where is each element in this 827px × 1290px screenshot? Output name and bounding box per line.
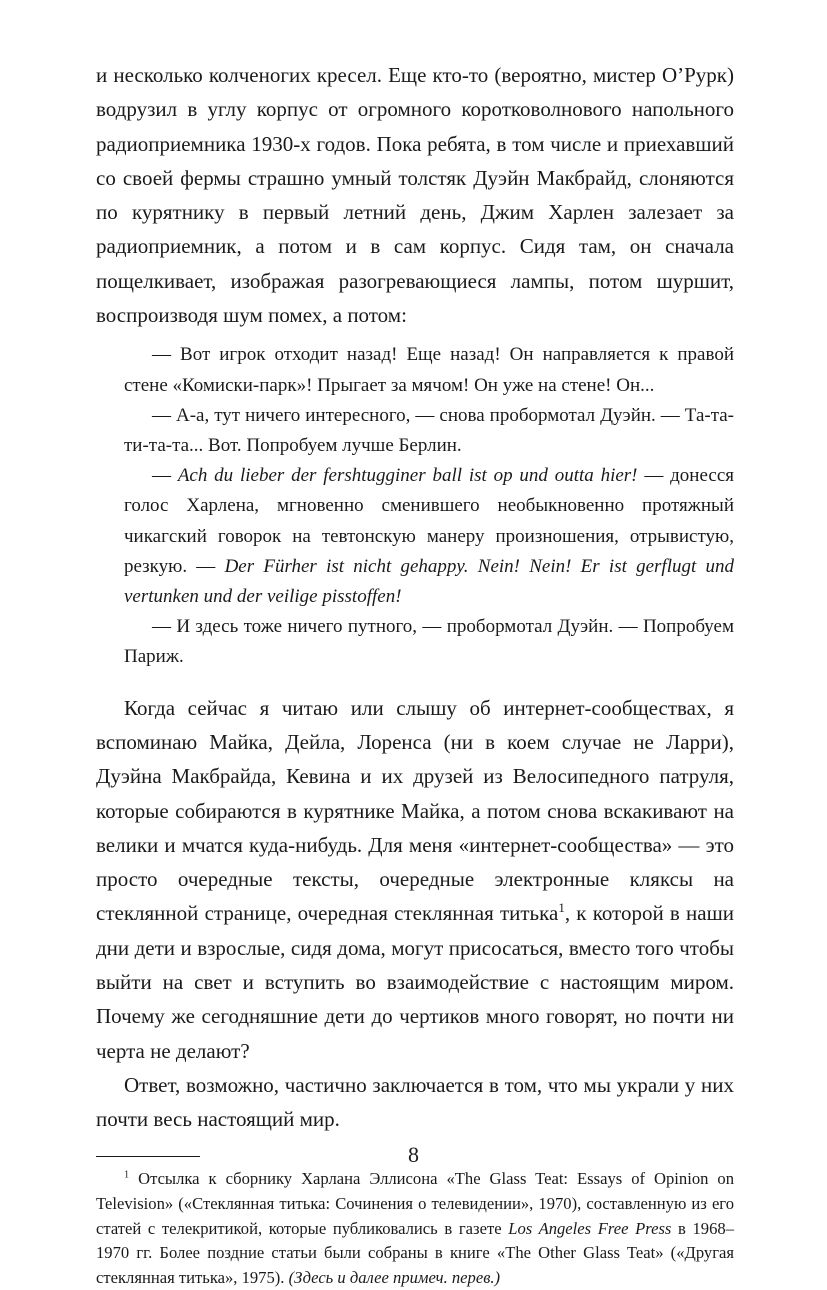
dialogue-line-1: — Вот игрок отходит назад! Еще назад! Он направляется к правой стене «Комиски-парк»! Прыгает за мячом! Он уже на стене! Он... — [124, 344, 734, 396]
german-phrase-1: Ach du lieber der fershtugginer ball ist op und outta hier! — [177, 465, 638, 487]
footnote-marker: 1 — [124, 1169, 130, 1181]
paragraph-1: и несколько колченогих кресел. Еще кто-то (вероятно, мистер О’Рурк) водрузил в углу корпус от огромного коротковолнового напольного радиоприемника 1930-х годов. Пока ребята, в том числе и приехавший со своей фермы страшно умный толстяк Дуэйн Макбрайд, слоняются по курятнику в первый летний день, Джим Харлен залезает за радиоприемник, а потом и в сам корпус. Сидя там, он сначала пощелкивает, изображая разогревающиеся лампы, потом шуршит, воспроизводя шум помех, а потом: — [96, 63, 734, 328]
german-phrase-2: Der Fürher ist nicht gehappy. Nein! Nein! Er ist gerflugt und vertunken und der veilige pisstoffen! — [124, 555, 735, 607]
main-text — [96, 58, 734, 1290]
dialogue-dash: — — [152, 465, 178, 487]
footnote-newspaper-title: Los Angeles Free Press — [508, 1218, 672, 1238]
paragraph-3: Ответ, возможно, частично заключается в том, что мы украли у них почти весь настоящий мир. — [96, 1072, 734, 1132]
dialogue-narration: — донесся голос Харлена, мгновенно сменившего необыкновенно протяжный чикагский говорок на тевтонскую манеру произношения, отрывистую, резкую. — — [124, 465, 734, 577]
paragraph-2-text-continued: , к которой в наши дни дети и взрослые, сидя дома, могут присосаться, вместо того чтобы выйти на свет и вступить во взаимодействие с настоящим миром. Почему же сегодняшние дети до чертиков много говорят, но почти ни черта не делают? — [96, 901, 734, 1063]
footnote-text: Отсылка к сборнику Харлана Эллисона «The Glass Teat: Essays of Opinion on Television» («Стеклянная титька: Сочинения о телевидении», 1970), составленную из его статей с телекритикой, которые публиковались в газете — [96, 1169, 734, 1238]
paragraph-2 — [96, 691, 734, 1068]
dialogue-line-2: — А-а, тут ничего интересного, — снова пробормотал Дуэйн. — Та-та-ти-та-та... Вот. Попробуем лучше Берлин. — [124, 404, 734, 456]
page-number: 8 — [408, 1142, 419, 1167]
dialogue-block — [124, 340, 734, 672]
footnote — [96, 1167, 734, 1290]
dialogue-line-3 — [124, 461, 734, 612]
footnote-text-continued: в 1968–1970 гг. Более поздние статьи были собраны в книге «The Other Glass Teat» («Другая стеклянная титька», 1975). — [96, 1218, 734, 1287]
paragraph-2-text: Когда сейчас я читаю или слышу об интернет-сообществах, я вспоминаю Майка, Дейла, Лоренса (ни в коем случае не Ларри), Дуэйна Макбрайда, Кевина и их друзей из Велосипедного патруля, которые собираются в курятнике Майка, а потом снова вскакивают на велики и мчатся куда-нибудь. Для меня «интернет-сообщества» — это просто очередные тексты, очередные электронные кляксы на стеклянной странице, очередная стеклянная титька — [96, 695, 734, 926]
footnote-translator-note: (Здесь и далее примеч. перев.) — [288, 1267, 501, 1287]
footnote-reference[interactable]: 1 — [558, 900, 565, 916]
dialogue-line-4: — И здесь тоже ничего путного, — пробормотал Дуэйн. — Попробуем Париж. — [124, 616, 734, 668]
